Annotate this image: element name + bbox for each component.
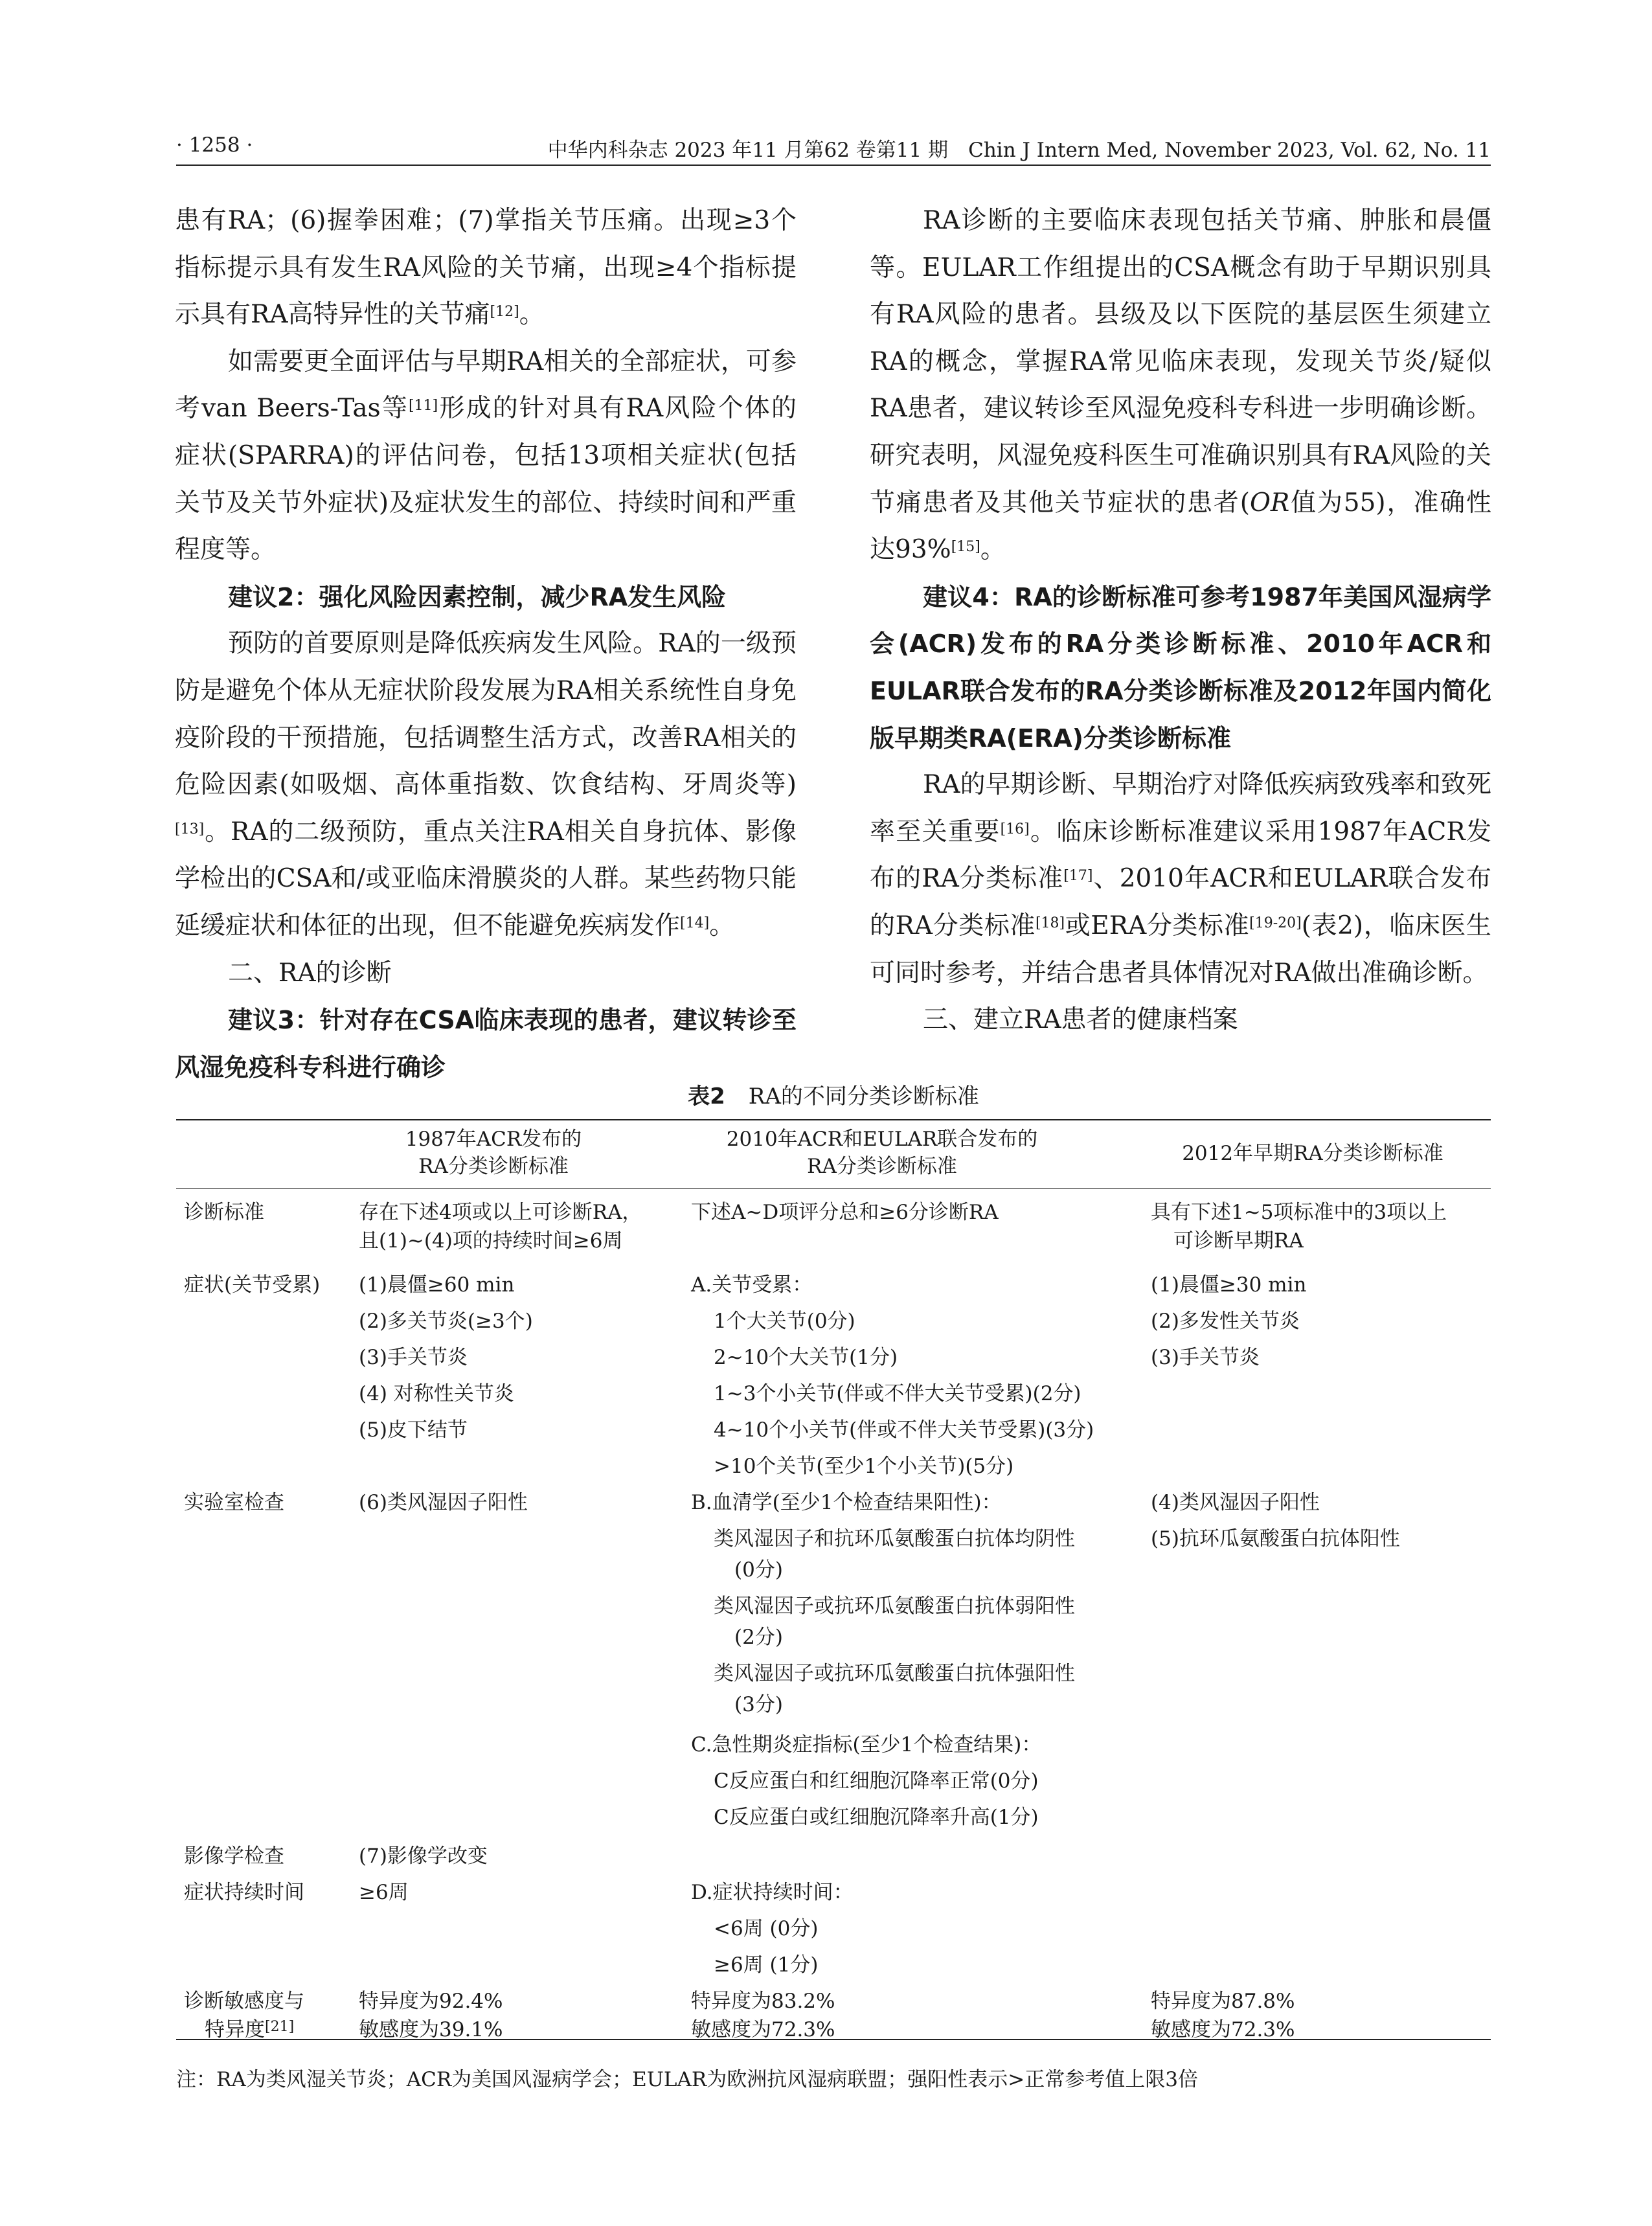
citation-ref: [15] [951,539,980,556]
cell-2010: <6周 (0分) [714,1917,819,1940]
journal-citation: 中华内科杂志 2023 年11 月第62 卷第11 期 Chin J Intern Med, November 2023, Vol. 62, No. 11 [547,139,1491,162]
citation-ref: [12] [490,304,519,321]
table-caption [176,1078,1491,1110]
paragraph: 如需要更全面评估与早期RA相关的全部症状，可参考van Beers-Tas等[11]形成的针对具有RA风险个体的症状(SPARRA)的评估问卷，包括13项相关症状(包括关节及关节外症状)及症状发生的部位、持续时间和严重程度等。 [175,346,797,565]
cell-2010: C反应蛋白或红细胞沉降率升高(1分) [714,1806,1039,1829]
recommendation-heading: 建议2：强化风险因素控制，减少RA发生风险 [228,582,727,611]
section-heading: 三、建立RA患者的健康档案 [923,1005,1238,1035]
cell-1987: (4) 对称性关节炎 [359,1382,514,1405]
left-column [175,198,797,1091]
cell-2012: (3)手关节炎 [1151,1346,1260,1369]
cell-2010: 1个大关节(0分) [714,1310,855,1333]
citation-ref: [19-20] [1249,914,1302,931]
citation-ref: [18] [1035,914,1065,931]
cell-2010: 4~10个小关节(伴或不伴大关节受累)(3分) [714,1418,1094,1442]
cell-2012: (2)多发性关节炎 [1151,1310,1300,1333]
cell-1987: (1)晨僵≥60 min [359,1273,515,1297]
row-label: 诊断敏感度与 [184,1990,304,2013]
paragraph: RA诊断的主要临床表现包括关节痛、肿胀和晨僵等。EULAR工作组提出的CSA概念有助于早期识别具有RA风险的患者。县级及以下医院的基层医生须建立RA的概念，掌握RA常见临床表现，发现关节炎/疑似RA患者，建议转诊至风湿免疫科专科进一步明确诊断。研究表明，风湿免疫科医生可准确识别具有RA风险的关节痛患者及其他关节症状的患者(OR值为55)，准确性达93%[15]。 [870,206,1492,565]
cell-2010-sensitivity: 敏感度为72.3% [691,2018,835,2041]
cell-2012: (1)晨僵≥30 min [1151,1273,1307,1297]
cell-2012-sensitivity: 敏感度为72.3% [1151,2018,1295,2041]
row-label: 特异度[21] [205,2018,295,2041]
cell-1987-sensitivity: 敏感度为39.1% [359,2018,503,2041]
cell-2010-specificity: 特异度为83.2% [691,1990,835,2013]
cell-2010: 类风湿因子或抗环瓜氨酸蛋白抗体强阳性 [714,1662,1075,1685]
header-2010: 2010年ACR和EULAR联合发布的 RA分类诊断标准 [726,1128,1038,1178]
citation-ref: [13] [175,821,205,837]
cell-1987: (5)皮下结节 [359,1418,468,1442]
header-rule [176,165,1491,166]
cell-2012: (5)抗环瓜氨酸蛋白抗体阳性 [1151,1527,1400,1550]
cell-2012-specificity: 特异度为87.8% [1151,1990,1295,2013]
header-2012: 2012年早期RA分类诊断标准 [1182,1142,1443,1165]
table-top-rule [176,1119,1491,1120]
citation-ref: [16] [1000,821,1030,837]
table-note: 注：RA为类风湿关节炎；ACR为美国风湿病学会；EULAR为欧洲抗风湿病联盟；强阳性表示>正常参考值上限3倍 [176,2068,1198,2091]
cell-2010: >10个关节(至少1个小关节)(5分) [714,1455,1014,1478]
row-label: 诊断标准 [184,1201,264,1224]
row-label: 影像学检查 [184,1845,284,1868]
cell-2010: (3分) [734,1693,783,1716]
cell-1987-criteria: 存在下述4项或以上可诊断RA， [359,1201,642,1224]
recommendation-heading: 建议3：针对存在CSA临床表现的患者，建议转诊至风湿免疫科专科进行确诊 [175,1006,797,1082]
running-header [176,130,1491,168]
cell-2012-criteria: 具有下述1~5项标准中的3项以上 [1151,1201,1447,1224]
cell-2010: C.急性期炎症指标(至少1个检查结果)： [691,1733,1042,1756]
row-label: 症状持续时间 [184,1881,304,1904]
cell-2010: (0分) [734,1558,783,1582]
paragraph: 患有RA；(6)握拳困难；(7)掌指关节压痛。出现≥3个指标提示具有发生RA风险的关节痛，出现≥4个指标提示具有RA高特异性的关节痛[12]。 [175,206,797,330]
table-title: RA的不同分类诊断标准 [748,1084,979,1109]
cell-2010: 类风湿因子或抗环瓜氨酸蛋白抗体弱阳性 [714,1595,1075,1618]
recommendation-heading: 建议4：RA的诊断标准可参考1987年美国风湿病学会(ACR)发布的RA分类诊断标准、2010年ACR和EULAR联合发布的RA分类诊断标准及2012年国内简化版早期类RA(ERA)分类诊断标准 [870,582,1491,753]
cell-1987: (2)多关节炎(≥3个) [359,1310,533,1333]
cell-1987: (6)类风湿因子阳性 [359,1491,528,1514]
page-number: · 1258 · [176,133,253,157]
cell-2010: 2~10个大关节(1分) [714,1346,898,1369]
paragraph: RA的早期诊断、早期治疗对降低疾病致残率和致死率至关重要[16]。临床诊断标准建议采用1987年ACR发布的RA分类标准[17]、2010年ACR和EULAR联合发布的RA分类标准[18]或ERA分类标准[19-20](表2)，临床医生可同时参考，并结合患者具体情况对RA做出准确诊断。 [870,770,1492,988]
cell-2010: 1~3个小关节(伴或不伴大关节受累)(2分) [714,1382,1081,1405]
row-label: 实验室检查 [184,1491,284,1514]
section-heading: 二、RA的诊断 [228,958,392,988]
cell-1987: (7)影像学改变 [359,1845,488,1868]
cell-1987: ≥6周 [359,1881,409,1904]
cell-2010: B.血清学(至少1个检查结果阳性)： [691,1491,1002,1514]
citation-ref: [14] [680,914,710,931]
cell-2012-criteria: 可诊断早期RA [1173,1229,1304,1253]
citation-ref: [11] [409,398,438,415]
cell-2010: C反应蛋白和红细胞沉降率正常(0分) [714,1769,1039,1793]
header-1987: 1987年ACR发布的 RA分类诊断标准 [405,1128,582,1178]
cell-2010: ≥6周 (1分) [714,1953,819,1977]
right-column [870,198,1491,1044]
cell-2010: 类风湿因子和抗环瓜氨酸蛋白抗体均阴性 [714,1527,1075,1550]
table-header-rule [176,1188,1491,1189]
cell-2012: (4)类风湿因子阳性 [1151,1491,1320,1514]
table-label: 表2 [688,1084,725,1109]
cell-1987-criteria: 且(1)~(4)项的持续时间≥6周 [359,1229,623,1253]
cell-2010: D.症状持续时间： [691,1881,854,1904]
cell-1987-specificity: 特异度为92.4% [359,1990,503,2013]
cell-2010: (2分) [734,1626,783,1649]
citation-ref: [17] [1063,868,1093,885]
cell-2010: A.关节受累： [691,1273,813,1297]
row-label: 症状(关节受累) [184,1273,321,1297]
cell-1987: (3)手关节炎 [359,1346,468,1369]
cell-2010-criteria: 下述A~D项评分总和≥6分诊断RA [691,1201,999,1224]
paragraph: 预防的首要原则是降低疾病发生风险。RA的一级预防是避免个体从无症状阶段发展为RA相关系统性自身免疫阶段的干预措施，包括调整生活方式，改善RA相关的危险因素(如吸烟、高体重指数、饮食结构、牙周炎等)[13]。RA的二级预防，重点关注RA相关自身抗体、影像学检出的CSA和/或亚临床滑膜炎的人群。某些药物只能延缓症状和体征的出现，但不能避免疾病发作[14]。 [175,629,797,940]
